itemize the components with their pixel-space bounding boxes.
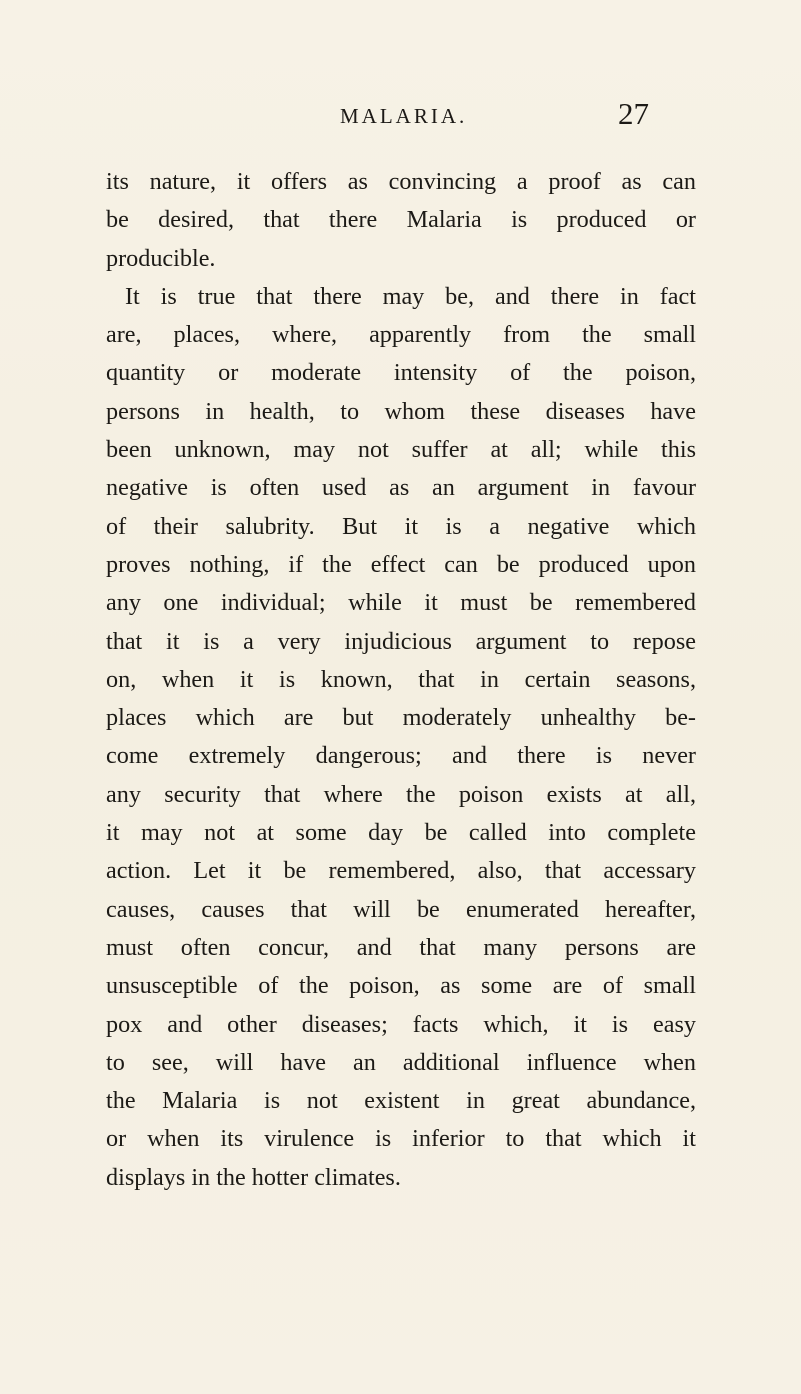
text-line: or when its virulence is inferior to that which it: [106, 1125, 696, 1153]
text-line: are, places, where, apparently from the small: [106, 321, 696, 349]
text-line: of their salubrity. But it is a negative which: [106, 512, 696, 540]
text-line: been unknown, may not suffer at all; while this: [106, 436, 696, 464]
text-line: negative is often used as an argument in favour: [106, 474, 696, 502]
text-line: any one individual; while it must be remembered: [106, 589, 696, 617]
text-line: quantity or moderate intensity of the poison,: [106, 359, 696, 387]
text-line: be desired, that there Malaria is produced or: [106, 206, 696, 234]
text-line: the Malaria is not existent in great abundance,: [106, 1087, 696, 1115]
text-line: It is true that there may be, and there in fact: [125, 282, 696, 310]
text-line: places which are but moderately unhealthy be-: [106, 704, 696, 732]
running-head: [0, 96, 801, 136]
text-line: proves nothing, if the effect can be produced upon: [106, 550, 696, 578]
text-line: on, when it is known, that in certain seasons,: [106, 665, 696, 693]
paragraph: [106, 278, 696, 1197]
text-line: it may not at some day be called into complete: [106, 819, 696, 847]
body-text: [106, 163, 696, 1197]
text-line: producible.: [106, 244, 216, 272]
text-line: must often concur, and that many persons are: [106, 933, 696, 961]
paragraph: [106, 163, 696, 278]
text-line: unsusceptible of the poison, as some are of small: [106, 972, 696, 1000]
text-line: that it is a very injudicious argument to repose: [106, 627, 696, 655]
text-line: displays in the hotter climates.: [106, 1163, 401, 1191]
running-title: MALARIA.: [340, 104, 468, 128]
text-line: causes, causes that will be enumerated hereafter,: [106, 895, 696, 923]
text-line: come extremely dangerous; and there is never: [106, 742, 696, 770]
text-line: to see, will have an additional influence when: [106, 1048, 696, 1076]
text-line: any security that where the poison exists at all,: [106, 780, 696, 808]
page-number: 27: [618, 96, 649, 131]
text-line: pox and other diseases; facts which, it is easy: [106, 1010, 696, 1038]
text-line: its nature, it offers as convincing a proof as can: [106, 168, 696, 195]
text-line: persons in health, to whom these diseases have: [106, 397, 696, 425]
text-line: action. Let it be remembered, also, that accessary: [106, 857, 696, 885]
